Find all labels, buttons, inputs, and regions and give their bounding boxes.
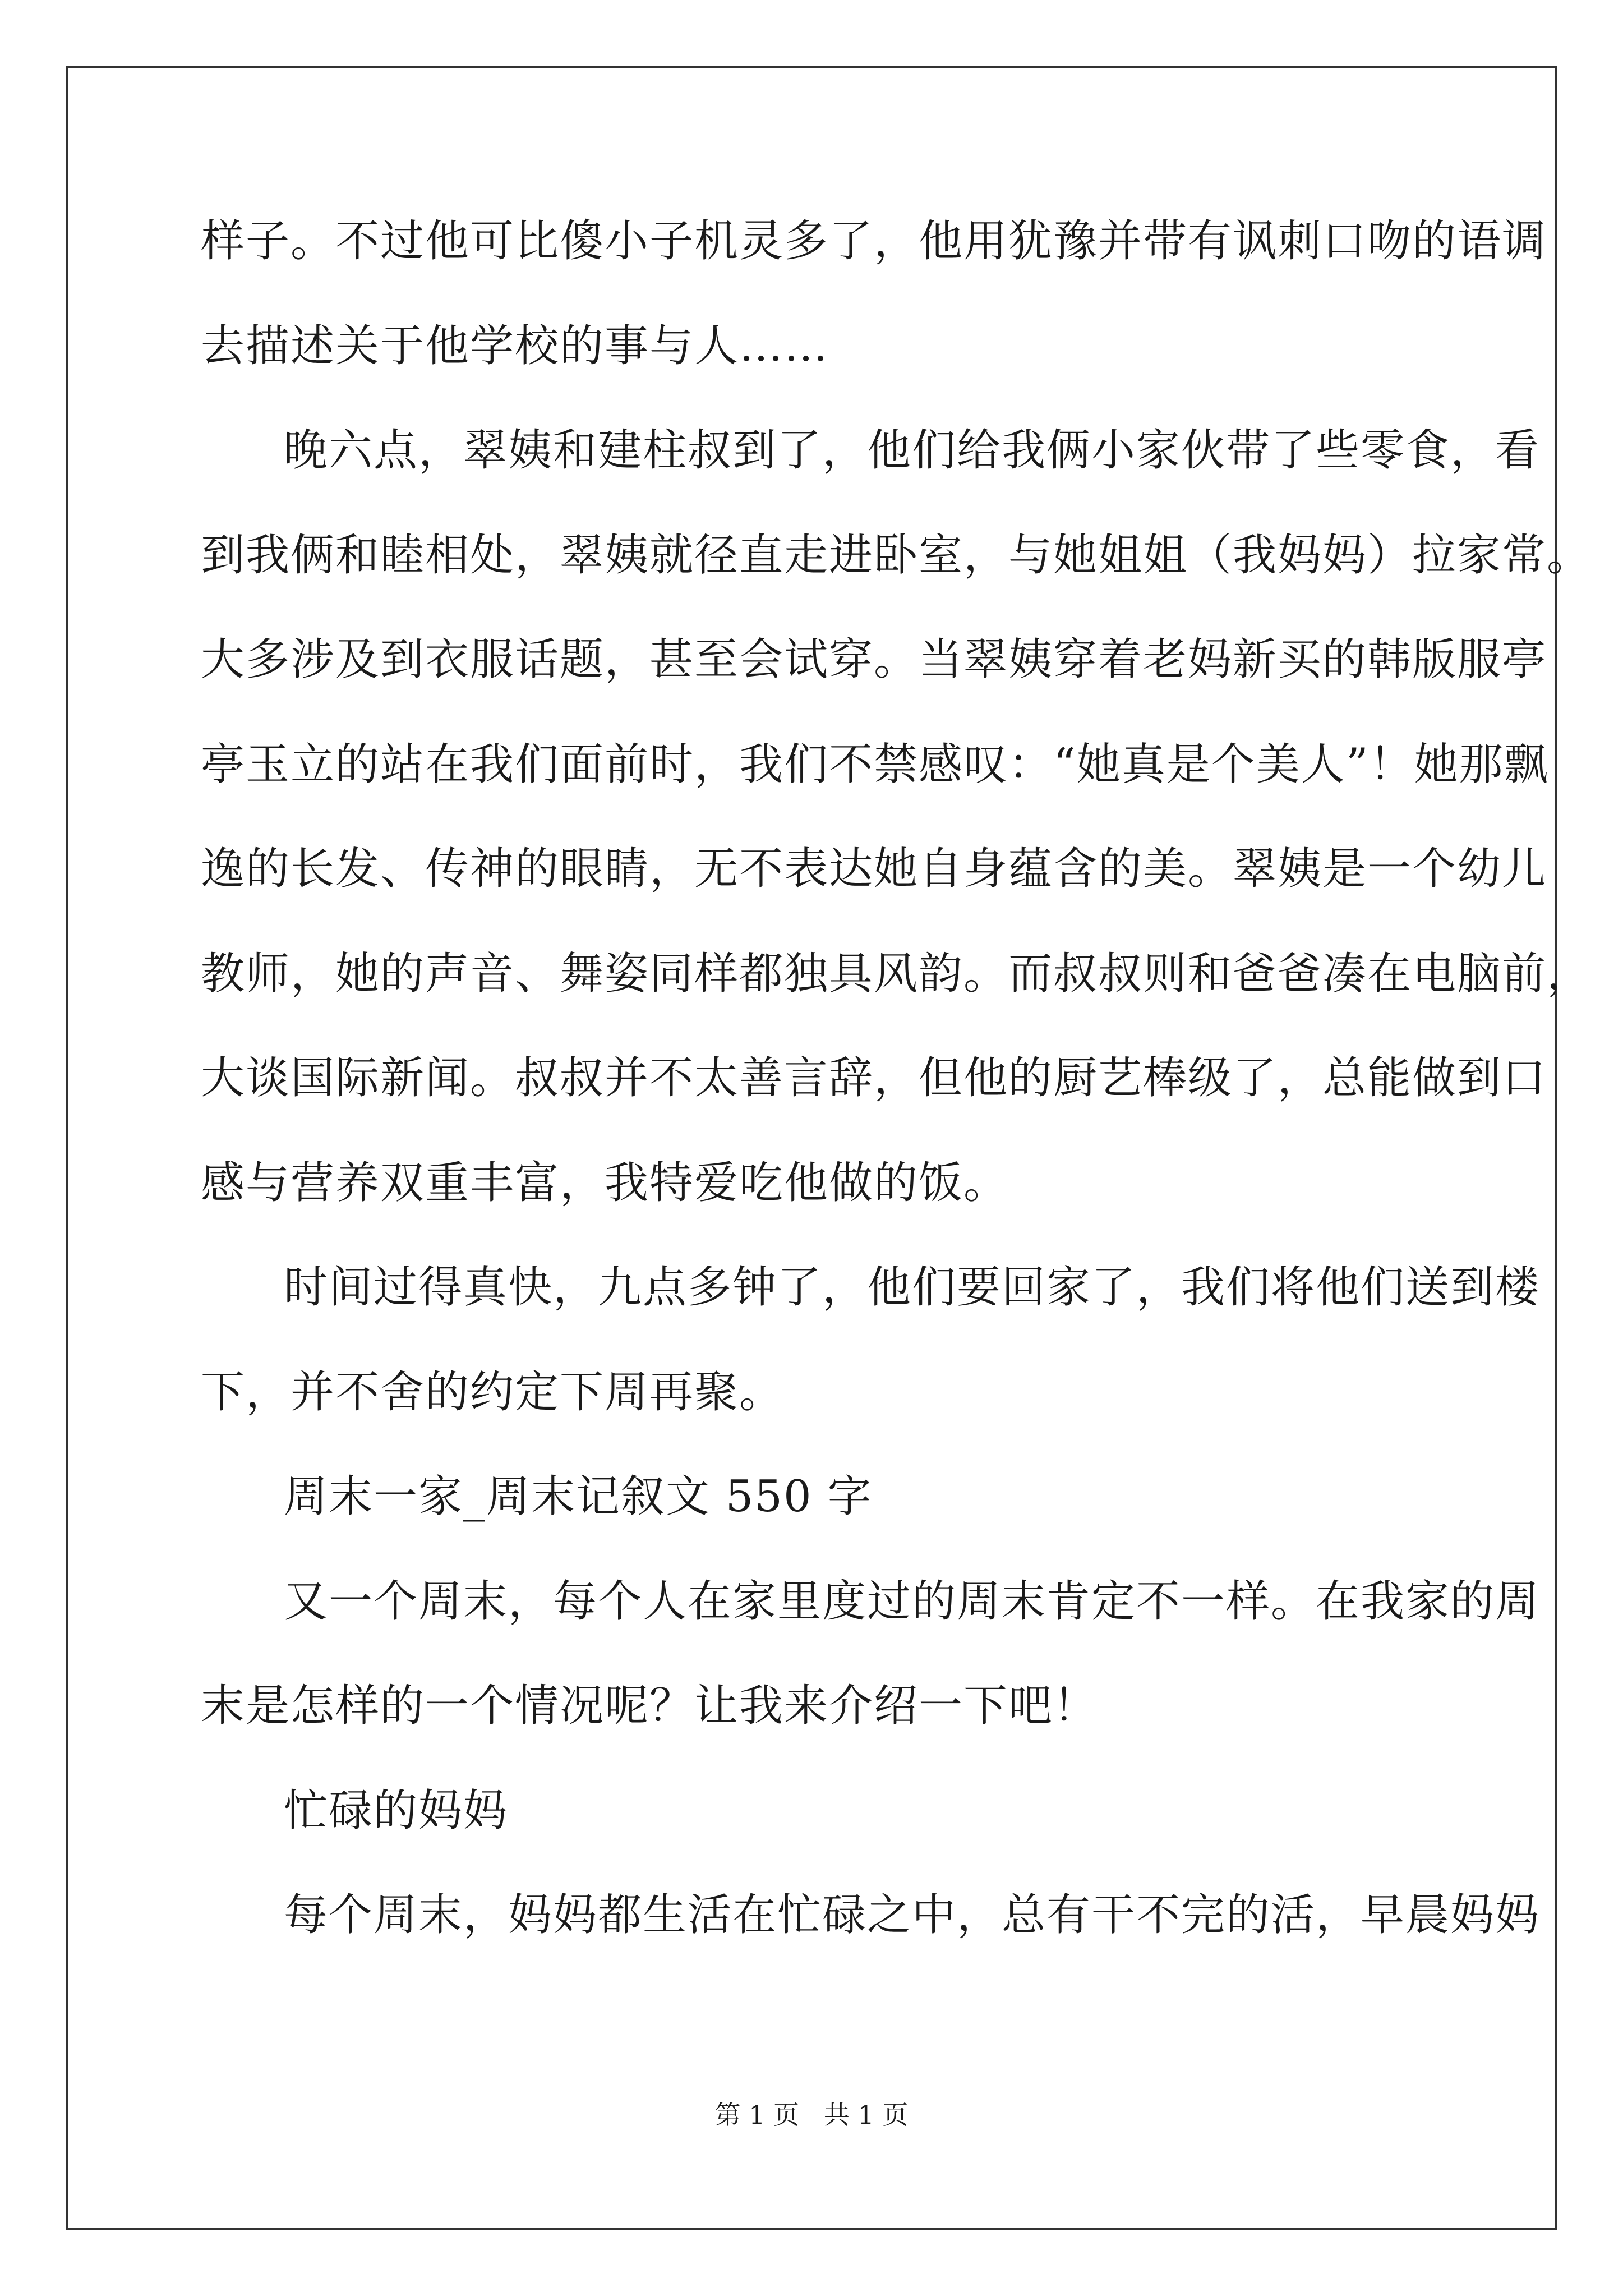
text-line: 到我俩和睦相处，翠姨就径直走进卧室，与她姐姐（我妈妈）拉家常。: [201, 530, 1592, 581]
text-line: 末是怎样的一个情况呢？让我来介绍一下吧！: [201, 1681, 1099, 1731]
paragraph-start-line: 晚六点，翠姨和建柱叔到了，他们给我俩小家伙带了些零食，看: [284, 425, 1541, 476]
paragraph-start-line: 又一个周末，每个人在家里度过的周末肯定不一样。在我家的周: [284, 1576, 1541, 1627]
text-line: 大多涉及到衣服话题，甚至会试穿。当翠姨穿着老妈新买的韩版服亭: [201, 634, 1547, 685]
paragraph-start-line: 时间过得真快，九点多钟了，他们要回家了，我们将他们送到楼: [284, 1262, 1541, 1313]
paragraph-start-line: 每个周末，妈妈都生活在忙碌之中，总有干不完的活，早晨妈妈: [284, 1890, 1541, 1940]
text-line: 感与营养双重丰富，我特爱吃他做的饭。: [201, 1157, 1009, 1208]
section-subtitle: 忙碌的妈妈: [284, 1785, 509, 1836]
text-line: 下，并不舍的约定下周再聚。: [201, 1366, 785, 1418]
text-line: 去描述关于他学校的事与人……: [201, 320, 829, 371]
text-line: 大谈国际新闻。叔叔并不太善言辞，但他的厨艺棒级了，总能做到口: [201, 1053, 1547, 1103]
section-title: 周末一家_周末记叙文 550 字: [284, 1471, 873, 1522]
text-line: 亭玉立的站在我们面前时，我们不禁感叹：“她真是个美人”！她那飘: [201, 739, 1549, 790]
text-line: 逸的长发、传神的眼睛，无不表达她自身蕴含的美。翠姨是一个幼儿: [201, 844, 1547, 894]
text-line: 教师，她的声音、舞姿同样都独具风韵。而叔叔则和爸爸凑在电脑前，: [201, 948, 1592, 999]
document-body: [201, 208, 1592, 1986]
text-line: 样子。不过他可比傻小子机灵多了，他用犹豫并带有讽刺口吻的语调: [201, 216, 1547, 266]
page-number-footer: 第 1 页 共 1 页: [714, 2100, 909, 2130]
